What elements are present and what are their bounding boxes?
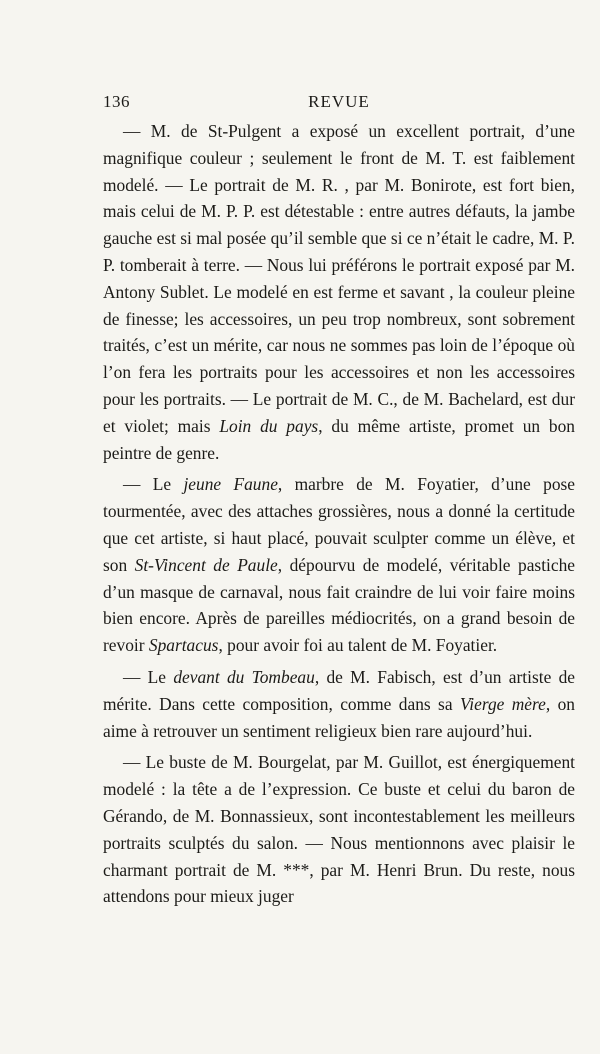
italic-title: Loin du pays [219,415,319,436]
page-header [103,92,575,116]
paragraph [103,749,575,910]
italic-title: St-Vincent de Paule [134,554,278,575]
text-run: — Le [123,666,174,687]
running-title: REVUE [308,92,370,111]
text-run: — Le buste de M. Bourgelat, par M. Guillot, est énergiquement modelé : la tête a de l’expression. Ce buste et celui du baron de Gérando, de M. Bonnassieux, sont incontestablement les meilleurs portraits sculptés du salon. — Nous mentionnons avec plaisir le charmant portrait de M. ***, par M. Henri Brun. Du reste, nous attendons pour mieux juger [103,752,575,907]
text-run: — M. de St-Pulgent a exposé un excellent portrait, d’une magnifique couleur ; seulement le front de M. T. est faiblement modelé. — Le portrait de M. R. , par M. Bonirote, est fort bien, mais celui de M. P. P. est détestable : entre autres défauts, la jambe gauche est si mal posée qu’il semble que si ce n’était le cadre, M. P. P. tomberait à terre. — Nous lui préférons le portrait exposé par M. Antony Sublet. Le modelé en est ferme et savant , la couleur pleine de finesse; les accessoires, un peu trop nombreux, sont sobrement traités, c’est un mérite, car nous ne sommes pas loin de l’époque où l’on fera les portraits pour les accessoires et non les accessoires pour les portraits. — Le portrait de M. C., de M. Bachelard, est dur et violet; mais [103,121,575,436]
text-run: — Le [123,474,184,495]
body-text [103,118,575,915]
paragraph [103,471,575,659]
text-run: , on aime à retrouver un sentiment religieux bien rare aujourd’hui. [103,693,576,741]
italic-title: jeune Faune [183,474,278,495]
italic-title: Vierge mère [459,693,546,714]
text-run: , marbre de M. Foyatier, d’une pose tourmentée, avec des attaches grossières, nous a donné la certitude que cet artiste, si haut placé, pouvait sculpter comme un élève, et son [103,474,575,575]
page-number: 136 [103,92,130,111]
text-run: , de M. Fabisch, est d’un artiste de mérite. Dans cette composition, comme dans sa [103,666,575,714]
paragraph [103,118,575,466]
paragraph [103,664,575,744]
italic-title: devant du Tombeau [173,666,315,687]
text-run: , dépourvu de modelé, véritable pastiche d’un masque de carnaval, nous fait craindre de lui voir faire moins bien encore. Après de pareilles médiocrités, on a grand besoin de revoir [103,554,575,656]
text-run: , du même artiste, promet un bon peintre de genre. [103,415,576,463]
italic-title: Spartacus [148,635,219,656]
text-run: , pour avoir foi au talent de M. Foyatier. [218,635,498,656]
